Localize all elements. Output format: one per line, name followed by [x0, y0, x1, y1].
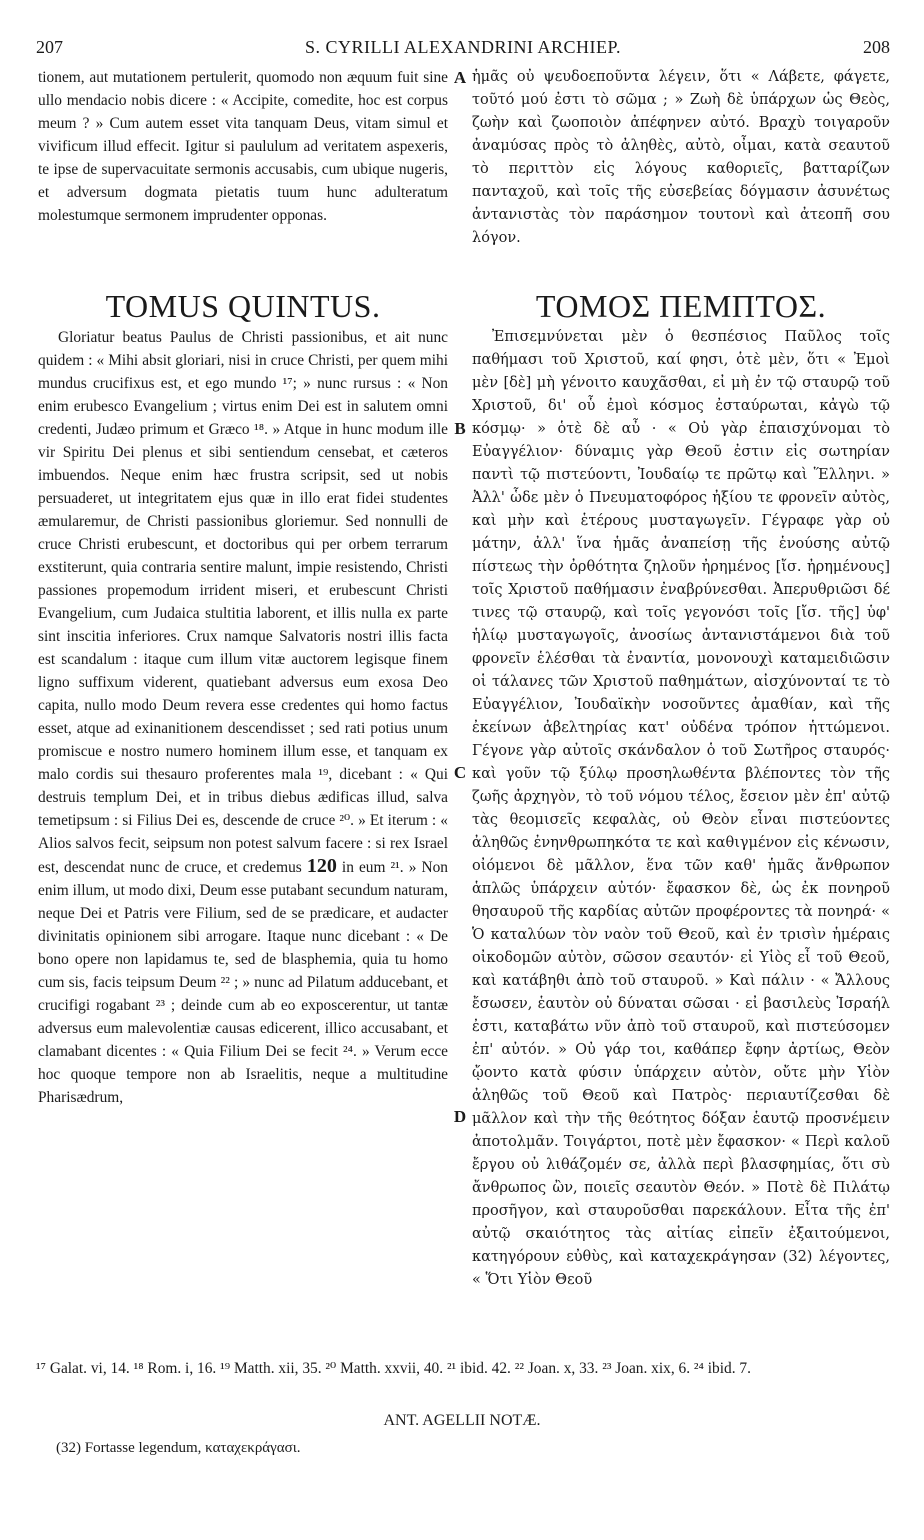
latin-body	[38, 326, 448, 1109]
latin-intro	[38, 66, 448, 227]
greek-intro-text: ἡμᾶς οὐ ψευδοεποῦντα λέγειν, ὅτι « Λάβετε, φάγετε, τοῦτό μού ἐστι τὸ σῶμα ; » Ζωὴ δὲ ὑπάρχων ὡς Θεὸς, ζωὴν καὶ ζωοποιὸν ἀπέφηνεν αὐτό. Βραχὺ τοιγαροῦν ἀναμύσας πρὸς τὸ ἀληθὲς, αὐτὸ, οἶμαι, κατὰ σεαυτοῦ τὸ περιττὸν εἰς λόγους καθοριεῖς, βατταρίζων πανταχοῦ, καὶ τοῖς τῆς εὐσεβείας δόγμασιν ἀσυνέτως ἀντανιστὰς τὸν παράσημον τουτονὶ καὶ ἀτεοπῆ σου λόγον.	[472, 69, 890, 246]
margin-letter-a: A	[453, 68, 467, 87]
page-number-left: 207	[36, 37, 63, 57]
notes-title: ANT. AGELLII NOTÆ.	[383, 1412, 541, 1429]
column-number: 120	[306, 855, 337, 877]
notes-text: (32) Fortasse legendum, καταχεκράγασι.	[56, 1440, 301, 1456]
latin-body-paragraph	[38, 326, 448, 1109]
greek-intro	[472, 66, 890, 250]
greek-body	[472, 326, 890, 1292]
greek-body-text: Ἐπισεμνύνεται μὲν ὁ θεσπέσιος Παῦλος τοῖς παθήμασι τοῦ Χριστοῦ, καί φησι, ὁτὲ μὲν, ὅτι « Ἐμοὶ μὲν [δὲ] μὴ γένοιτο καυχᾶσθαι, εἰ μὴ ἐν τῷ σταυρῷ τοῦ Χριστοῦ, δι' οὗ ἐμοὶ κόσμος ἐσταύρωται, κἀγὼ τῷ κόσμῳ· » ὁτὲ δὲ αὖ · « Οὐ γὰρ ἐπαισχύνομαι τὸ Εὐαγγέλιον· δύναμις γὰρ Θεοῦ ἐστιν εἰς σωτηρίαν παντὶ τῷ πιστεύοντι, Ἰουδαίῳ τε πρῶτῳ καὶ Ἕλληνι. » Ἀλλ' ὧδε μὲν ὁ Πνευματοφόρος ἠξίου τε φρονεῖν αὐτὸς, καὶ μὴν καὶ ἑτέρους μυσταγωγεῖν. Γέγραφε γὰρ οὐ μάτην, ἀλλ' ἵνα ἡμᾶς ἀναπείσῃ τῆς ἑνούσης αὐτῷ πίστεως τὴν ὀρθότητα ζηλοῦν ἠρημένος [ἴσ. ἠρημένους] τοῖς Χριστοῦ παθήμασιν ἐναβρύνεσθαι. Ἀπερυθριῶσι δέ τινες τῷ σταυρῷ, καὶ τοῖς γεγονόσι τοῖς [ἴσ. τῆς] ὑφ' ἡλίῳ μυσταγωγοῖς, ἀνοσίως ἀντανιστάμενοι διὰ τοῦ φρονεῖν ἑλέσθαι τὰ ἐναντία, μονονουχὶ καταμειδιῶσιν οἱ τάλανες τῶν Χριστοῦ παθημάτων, αἰσχύνονταί τε τὸ Εὐαγγέλιον, Ἰουδαϊκὴν νοσοῦντες ἀμαθίαν, καὶ τῆς ἐκείνων ἀβελτηρίας κατ' οὐδένα τρόπον ἡττώμενοι. Γέγονε γὰρ αὐτοῖς σκάνδαλον ὁ τοῦ Σωτῆρος σταυρός· καὶ γοῦν τῷ ξύλῳ προσηλωθέντα βλέποντες τὸν τῆς ζωῆς ἀρχηγὸν, τὸ τοῦ νόμου τέλος, ἔσειον μὲν ἐπ' αὐτῷ τὰς θεομισεῖς κεφαλὰς, οὐ Θεὸν εἶναι πιστεύοντες ἀληθῶς ἐνηνθρωπηκότα τε καὶ καθιγμένον εἰς κένωσιν, οἰόμενοι δὲ μᾶλλον, ἕνα τῶν καθ' ἡμᾶς ἄνθρωπον ἁπλῶς ὑπάρχειν αὐτόν· ἔφασκον δὲ, ὡς ἐκ πονηροῦ θησαυροῦ τῆς καρδίας αὐτῶν προφέροντες τὰ πονηρά· « Ὁ καταλύων τὸν ναὸν τοῦ Θεοῦ, καὶ ἐν τρισὶν ἡμέραις οἰκοδομῶν αὐτὸν, σῶσον σεαυτόν· εἰ Υἱὸς εἶ τοῦ Θεοῦ, καὶ κατάβηθι ἀπὸ τοῦ σταυροῦ. » Καὶ πάλιν · « Ἄλλους ἔσωσεν, ἑαυτὸν οὐ δύναται σῶσαι · εἰ βασιλεὺς Ἰσραήλ ἐστι, καταβάτω νῦν ἀπὸ τοῦ σταυροῦ, καὶ πιστεύσομεν ἐπ' αὐτόν. » Οὐ γάρ τοι, καθάπερ ἔφην ἀρτίως, Θεὸν ᾤοντο κατὰ φύσιν ὑπάρχειν αὐτὸν, οὔτε μὴν Υἱὸν ἀληθῶς τοῦ Θεοῦ καὶ Πατρὸς· περιαυτίζεσθαι δὲ μᾶλλον καὶ τὴν τῆς θεότητος δόξαν ἑαυτῷ προσνέμειν ἀποτολμᾶν. Τοιγάρτοι, ποτὲ μὲν ἔφασκον· « Περὶ καλοῦ ἔργου οὐ λιθάζομέν σε, ἀλλὰ περὶ βλασφημίας, ὅτι σὺ ἄνθρωπος ὢν, ποιεῖς σεαυτὸν Θεόν. » Ποτὲ δὲ Πιλάτῳ προσῆγον, καὶ σταυροῦσθαι παρεκάλουν. Εἶτα τῆς ἐπ' αὐτῷ σκαιότητος τὰς αἰτίας εἰπεῖν ἐξαιτούμενοι, κατηγόρουν εὐθὺς, καὶ καταχεκράγησαν (32) λέγοντες, « Ὅτι Υἱὸν Θεοῦ	[472, 329, 890, 1288]
page-header	[36, 32, 890, 62]
margin-letter-b: B	[454, 419, 466, 438]
greek-section-title: ΤΟΜΟΣ ΠΕΜΠΤΟΣ.	[535, 288, 827, 324]
footnotes: ¹⁷ Galat. vi, 14. ¹⁸ Rom. i, 16. ¹⁹ Matth. xii, 35. ²⁰ Matth. xxvii, 40. ²¹ ibid. 42. ²² Joan. x, 33. ²³ Joan. xix, 6. ²⁴ ibid. 7.	[36, 1360, 751, 1377]
running-title: S. CYRILLI ALEXANDRINI ARCHIEP.	[304, 37, 621, 57]
latin-body-part2: in eum ²¹. » Non enim illum, ut modo dixi, Deum esse putabant secundum naturam, neque Dei et Patris vere Filium, sed de se prædicare, et audacter divinitatis opinionem sibi arrogare. Itaque nunc dicebant : « De bono opere non lapidamus te, sed de blasphemia, quia tu homo cum sis, facis teipsum Deum ²² ; » nunc ad Pilatum adducebant, et crucifigi rogabant ²³ ; deinde cum ab eo exposcerentur, ut tantæ adversus eum malevolentiæ causas edicerent, illico accusabant, et clamabant dicentes : « Quia Filium Dei se fecit ²⁴. » Verum ecce hoc quoque tempore non ab Israelitis, neque a multitudine Pharisædrum,	[38, 859, 448, 1106]
margin-letter-c: C	[453, 763, 467, 782]
latin-section-title: TOMUS QUINTUS.	[105, 288, 381, 324]
latin-body-part1: Gloriatur beatus Paulus de Christi passionibus, et ait nunc quidem : « Mihi absit gloriari, nisi in cruce Christi, per quem mihi mundus crucifixus est, et ego mundo ¹⁷; » nunc rursus : « Non enim erubesco Evangelium ; virtus enim Dei est in salutem omni credenti, Judæo primum et Græco ¹⁸. » Atque in hunc modum ille vir Spiritu Dei plenus et sibi sentiendum censebat, et cæteros imbuendos. Neque enim hæc frustra scripsit, sed ut nobis persuaderet, ut integritatem ejus quæ in illo erat fidei studentes æmularemur, de Christi passionibus gloriemur. Sed nonnulli de cruce Christi erubescunt, et doctoribus qui per orbem terrarum exstiterunt, quia contraria sentire malunt, impie resistendo, Christi passiones propemodum irrident miseri, et erubescunt Christi Evangelium, cum Judaica stultitia laborent, et illis nulla ex parte sint inscitia inferiores. Crux namque Salvatoris nostri illis facta est scandalum : itaque cum illum vitæ auctorem legisque finem ligno suffixum viderent, quatiebant adversus eum exosa Deo capita, nullo modo Deum revera esse credentes qui homo factus esset, atque ad exinanitionem descendisset ; sed rati potius unum promiscue e nostro numero hominem illum esse, et tanquam ex malo cordis sui thesauro proferentes mala ¹⁹, dicebant : « Qui destruis templum Dei, et in tribus diebus ædificas illud, salva temetipsum : si Filius Dei es, descende de cruce ²⁰. » Et iterum : « Alios salvos fecit, seipsum non potest salvum facere : si rex Israel est, descendat nunc de cruce, et credemus	[38, 329, 448, 876]
margin-letter-d: D	[453, 1107, 467, 1126]
latin-intro-text: tionem, aut mutationem pertulerit, quomodo non æquum fuit sine ullo mendacio nobis dicere : « Accipite, comedite, hoc est corpus meum ? » Cum autem esset vita tanquam Deus, vitam simul et vivificum illud effecit. Igitur si paululum ad veritatem aspexeris, te ipse de supervacuitate sermonis accusabis, cum ubique nugeris, et adversum dogmata pietatis tuum hunc adulteratum molestumque sermonem imprudenter opponas.	[38, 69, 448, 224]
page-number-right: 208	[863, 37, 890, 57]
